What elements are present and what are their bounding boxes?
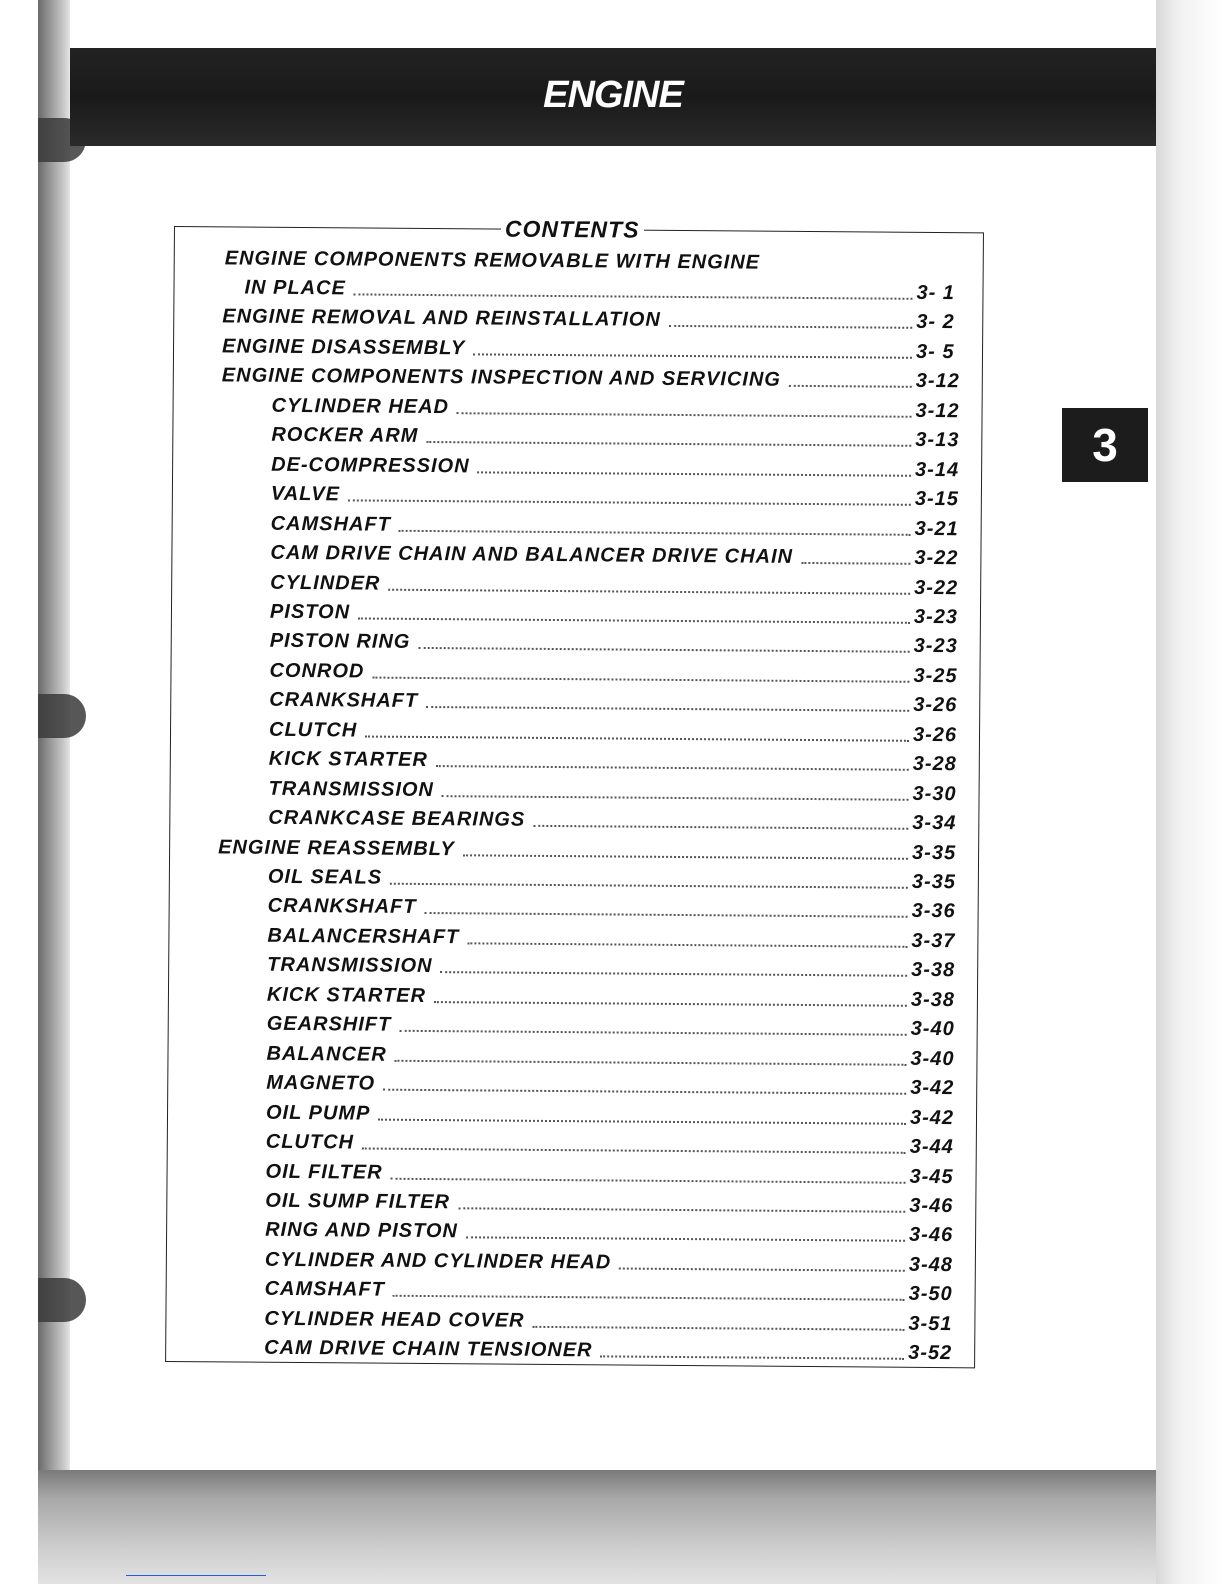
toc-entry	[270, 539, 962, 570]
toc-entry-page: 3- 2	[916, 311, 955, 334]
toc-entry-page: 3-42	[910, 1076, 955, 1100]
toc-entry-page: 3-51	[908, 1312, 953, 1335]
dot-leader	[399, 529, 911, 535]
toc-entry-page: 3-12	[915, 399, 960, 422]
toc-entry-label: CAMSHAFT	[264, 1278, 385, 1301]
toc-entry-label: CYLINDER	[270, 571, 381, 595]
toc-entry-label: CYLINDER HEAD	[271, 394, 450, 418]
toc-entry-label: VALVE	[270, 482, 341, 506]
toc-entry-label: OIL FILTER	[265, 1160, 383, 1184]
dot-leader	[434, 1001, 907, 1007]
dot-leader	[478, 471, 912, 476]
dot-leader	[393, 1295, 905, 1301]
toc-entry-page: 3-46	[909, 1224, 954, 1247]
toc-entry-label: CLUTCH	[265, 1130, 355, 1154]
toc-entry	[266, 1039, 958, 1070]
toc-entry	[265, 1216, 957, 1247]
toc-entry	[268, 804, 960, 835]
toc-entry	[271, 421, 963, 452]
toc-entry-label: CLUTCH	[268, 718, 358, 742]
toc-entry-page: 3-40	[910, 1018, 955, 1041]
toc-entry-label: CAMSHAFT	[270, 512, 391, 536]
toc-entry	[222, 332, 964, 364]
toc-entry	[264, 1304, 956, 1335]
toc-entry-page: 3-38	[911, 959, 956, 982]
toc-entry	[270, 598, 962, 629]
toc-entry	[265, 1275, 957, 1306]
dot-leader	[354, 293, 913, 299]
toc-entry-label: ENGINE DISASSEMBLY	[221, 335, 466, 360]
toc-entry-label: CRANKCASE BEARINGS	[268, 806, 526, 831]
toc-entry-label: ENGINE COMPONENTS INSPECTION AND SERVICING	[221, 364, 781, 392]
toc-entry	[266, 1069, 958, 1100]
chapter-header-band	[70, 48, 1156, 146]
link-underline	[126, 1575, 266, 1576]
toc-entry	[222, 303, 964, 335]
toc-entry-page: 3-25	[913, 664, 958, 688]
dot-leader	[801, 562, 910, 565]
toc-entry-page: 3-48	[908, 1253, 953, 1276]
toc-entry-page: 3-34	[912, 811, 957, 835]
toc-entry	[268, 863, 960, 894]
toc-entry	[266, 1098, 958, 1129]
toc-entry-label-line1: ENGINE COMPONENTS REMOVABLE WITH ENGINE	[224, 247, 761, 274]
toc-entry	[267, 922, 959, 953]
toc-entry	[269, 716, 961, 747]
dot-leader	[372, 676, 909, 682]
dot-leader	[463, 854, 908, 859]
dot-leader	[600, 1356, 904, 1360]
toc-entry-page: 3-26	[912, 723, 958, 746]
toc-entry-page: 3-52	[908, 1341, 953, 1365]
toc-entry-page: 3-13	[915, 429, 960, 452]
toc-entry-page: 3-14	[915, 458, 960, 481]
contents-box	[165, 215, 984, 1368]
toc-entry-label: ROCKER ARM	[271, 424, 419, 448]
dot-leader	[399, 1030, 906, 1036]
chapter-number-tab: 3	[1062, 408, 1148, 482]
toc-entry-label: MAGNETO	[266, 1071, 376, 1095]
toc-entry-page: 3-26	[913, 694, 958, 717]
toc-entry-label: CRANKSHAFT	[269, 689, 419, 713]
toc-entry-label: BALANCERSHAFT	[267, 924, 460, 949]
toc-entry	[270, 627, 962, 658]
toc-entry-label: GEARSHIFT	[266, 1013, 392, 1036]
toc-entry	[264, 1334, 956, 1365]
dot-leader	[388, 588, 910, 594]
toc-entry-page: 3-45	[909, 1165, 954, 1188]
toc-entry-label: BALANCER	[266, 1042, 387, 1066]
dot-leader	[424, 912, 907, 918]
toc-entry-label: CONROD	[269, 659, 365, 683]
binder-hole	[38, 1278, 86, 1322]
toc-entry-label: DE-COMPRESSION	[271, 453, 470, 478]
toc-entry-page: 3-44	[909, 1135, 954, 1159]
toc-entry	[265, 1187, 957, 1218]
scan-shadow-bottom	[38, 1470, 1156, 1584]
toc-entry-page: 3-38	[910, 988, 956, 1011]
toc-entry-page: 3- 1	[916, 281, 956, 305]
toc-entry-label: RING AND PISTON	[265, 1219, 458, 1243]
dot-leader	[532, 1326, 904, 1331]
dot-leader	[466, 1237, 905, 1242]
toc-entry-label: CAM DRIVE CHAIN AND BALANCER DRIVE CHAIN	[270, 541, 794, 568]
toc-entry	[271, 450, 963, 481]
toc-entry-page: 3-15	[914, 487, 959, 511]
toc-entry-label: OIL SEALS	[267, 865, 383, 889]
toc-entry-page: 3-23	[913, 635, 958, 658]
toc-entry-page: 3-35	[912, 841, 957, 864]
toc-entry-label: PISTON	[269, 600, 351, 624]
toc-entry-label: CAM DRIVE CHAIN TENSIONER	[264, 1336, 593, 1362]
toc-entry	[222, 362, 964, 394]
toc-entry	[269, 657, 961, 688]
contents-heading: CONTENTS	[501, 216, 644, 244]
dot-leader	[789, 385, 912, 388]
toc-entry	[244, 274, 964, 306]
toc-entry-page: 3-12	[915, 370, 960, 393]
toc-entry-page: 3-23	[913, 605, 959, 629]
toc-entry	[267, 981, 959, 1012]
toc-entry-page: 3-37	[911, 929, 956, 953]
toc-entry	[266, 1128, 958, 1159]
dot-leader	[458, 1207, 905, 1213]
toc-entry	[270, 568, 962, 599]
scan-margin-right	[1156, 0, 1224, 1584]
dot-leader	[390, 883, 908, 889]
toc-entry-label: PISTON RING	[269, 630, 411, 654]
toc-entry	[265, 1157, 957, 1188]
toc-entry-page: 3-22	[914, 546, 959, 570]
chapter-title: ENGINE	[543, 74, 683, 116]
dot-leader	[533, 825, 908, 830]
toc-entry-page: 3-42	[909, 1106, 955, 1129]
dot-leader	[473, 353, 912, 358]
toc-entry-page: 3-30	[912, 782, 957, 805]
toc-entry	[267, 951, 959, 982]
dot-leader	[436, 765, 909, 771]
toc-entry-page: 3-46	[909, 1194, 954, 1218]
toc-entry-label: ENGINE REMOVAL AND REINSTALLATION	[222, 305, 661, 332]
dot-leader	[442, 795, 909, 801]
binder-hole	[38, 694, 86, 738]
dot-leader	[362, 1148, 906, 1154]
toc-entry	[269, 686, 961, 717]
toc-entry-page: 3-35	[911, 870, 956, 894]
toc-entry-label: CYLINDER AND CYLINDER HEAD	[264, 1248, 612, 1274]
toc-entry-page: 3-22	[914, 576, 959, 599]
toc-entry	[271, 509, 963, 540]
dot-leader	[348, 500, 911, 506]
dot-leader	[426, 441, 911, 447]
toc-entry-label: KICK STARTER	[266, 983, 427, 1007]
dot-leader	[378, 1118, 906, 1124]
dot-leader	[467, 942, 907, 947]
toc-entry-label: CYLINDER HEAD COVER	[264, 1307, 525, 1332]
toc-entry	[265, 1246, 957, 1277]
scan-margin-left	[0, 0, 38, 1584]
toc-entry-label: ENGINE REASSEMBLY	[218, 835, 455, 860]
toc-entry-page: 3-28	[912, 753, 957, 776]
dot-leader	[418, 647, 909, 653]
toc-entry	[271, 480, 963, 511]
toc-entry-label: OIL SUMP FILTER	[265, 1189, 451, 1214]
toc-entry-label: OIL PUMP	[265, 1101, 371, 1125]
toc-entry-label: CRANKSHAFT	[267, 895, 417, 919]
dot-leader	[395, 1059, 907, 1065]
toc-entry	[271, 392, 963, 423]
dot-leader	[440, 971, 907, 977]
toc-entry-label: KICK STARTER	[268, 747, 428, 772]
toc-entry-page: 3-40	[910, 1047, 955, 1070]
dot-leader	[383, 1089, 906, 1095]
dot-leader	[669, 325, 912, 329]
toc-entry	[218, 833, 960, 865]
toc-entry-page: 3- 5	[915, 340, 955, 364]
toc-entry-label: IN PLACE	[244, 276, 346, 300]
toc-entry	[268, 774, 960, 805]
toc-entry-label: TRANSMISSION	[267, 954, 433, 978]
toc-entry	[267, 1010, 959, 1041]
dot-leader	[391, 1177, 906, 1183]
toc-entry-page: 3-36	[911, 900, 956, 923]
dot-leader	[358, 617, 910, 623]
toc-entry-page: 3-50	[908, 1283, 953, 1306]
toc-entry-label: TRANSMISSION	[268, 777, 435, 801]
dot-leader	[426, 706, 909, 712]
dot-leader	[619, 1267, 905, 1271]
toc-entry	[268, 892, 960, 923]
dot-leader	[457, 412, 912, 418]
toc-entry	[269, 745, 961, 776]
toc-entry-page: 3-21	[914, 517, 959, 540]
dot-leader	[365, 735, 909, 741]
